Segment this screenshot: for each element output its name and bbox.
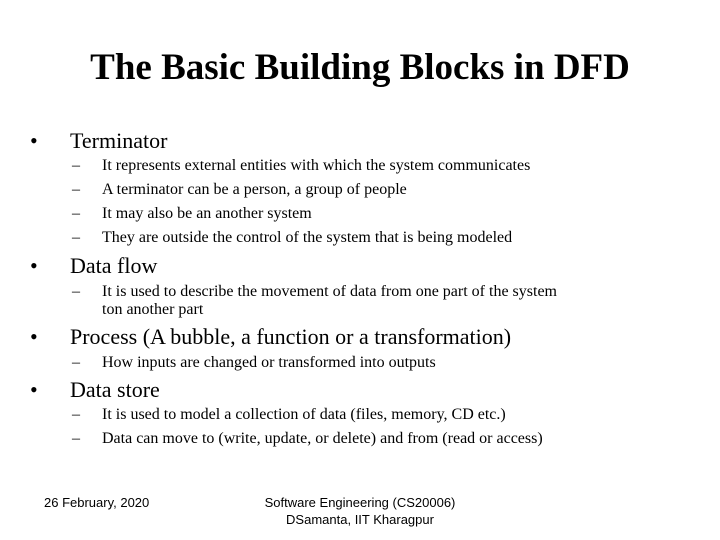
sub-item — [72, 156, 530, 176]
footer-course-line-1: Software Engineering (CS20006) — [264, 495, 456, 510]
dash-marker: – — [72, 406, 80, 423]
bullet-label: Data flow — [70, 253, 158, 278]
sub-item — [72, 429, 543, 449]
dash-marker: – — [72, 354, 80, 371]
footer-course-line-2: DSamanta, IIT Kharagpur — [286, 512, 434, 527]
bullet-process — [30, 324, 511, 350]
bullet-marker: • — [30, 377, 38, 402]
bullet-data-flow — [30, 253, 157, 279]
bullet-marker: • — [30, 253, 38, 278]
sub-item — [72, 204, 312, 224]
sub-item-text: Data can move to (write, update, or delete) and from (read or access) — [102, 430, 543, 447]
sub-item-text: It is used to model a collection of data (files, memory, CD etc.) — [102, 406, 506, 423]
sub-item-text: How inputs are changed or transformed into outputs — [102, 354, 436, 371]
dash-marker: – — [72, 430, 80, 447]
dash-marker: – — [72, 283, 80, 300]
dash-marker: – — [72, 205, 80, 222]
sub-item — [72, 228, 512, 248]
bullet-data-store — [30, 377, 160, 403]
sub-item — [72, 282, 557, 302]
bullet-terminator — [30, 128, 167, 154]
bullet-marker: • — [30, 324, 38, 349]
sub-item — [72, 353, 436, 373]
sub-item — [72, 405, 506, 425]
dash-marker: – — [72, 181, 80, 198]
sub-item-continuation: ton another part — [102, 301, 204, 318]
bullet-label: Data store — [70, 377, 160, 402]
bullet-label: Process (A bubble, a function or a transformation) — [70, 324, 512, 349]
slide-title: The Basic Building Blocks in DFD — [90, 47, 630, 88]
sub-item-text: It may also be an another system — [102, 205, 312, 222]
sub-item-text: It is used to describe the movement of data from one part of the system — [102, 283, 557, 300]
sub-item-text: It represents external entities with which the system communicates — [102, 157, 531, 174]
footer-date: 26 February, 2020 — [44, 495, 150, 510]
dash-marker: – — [72, 229, 80, 246]
dash-marker: – — [72, 157, 80, 174]
sub-item-text: They are outside the control of the system that is being modeled — [102, 229, 513, 246]
bullet-marker: • — [30, 128, 38, 153]
footer-course — [230, 494, 490, 528]
bullet-label: Terminator — [70, 128, 168, 153]
sub-item-text: A terminator can be a person, a group of people — [102, 181, 407, 198]
sub-item — [72, 180, 407, 200]
